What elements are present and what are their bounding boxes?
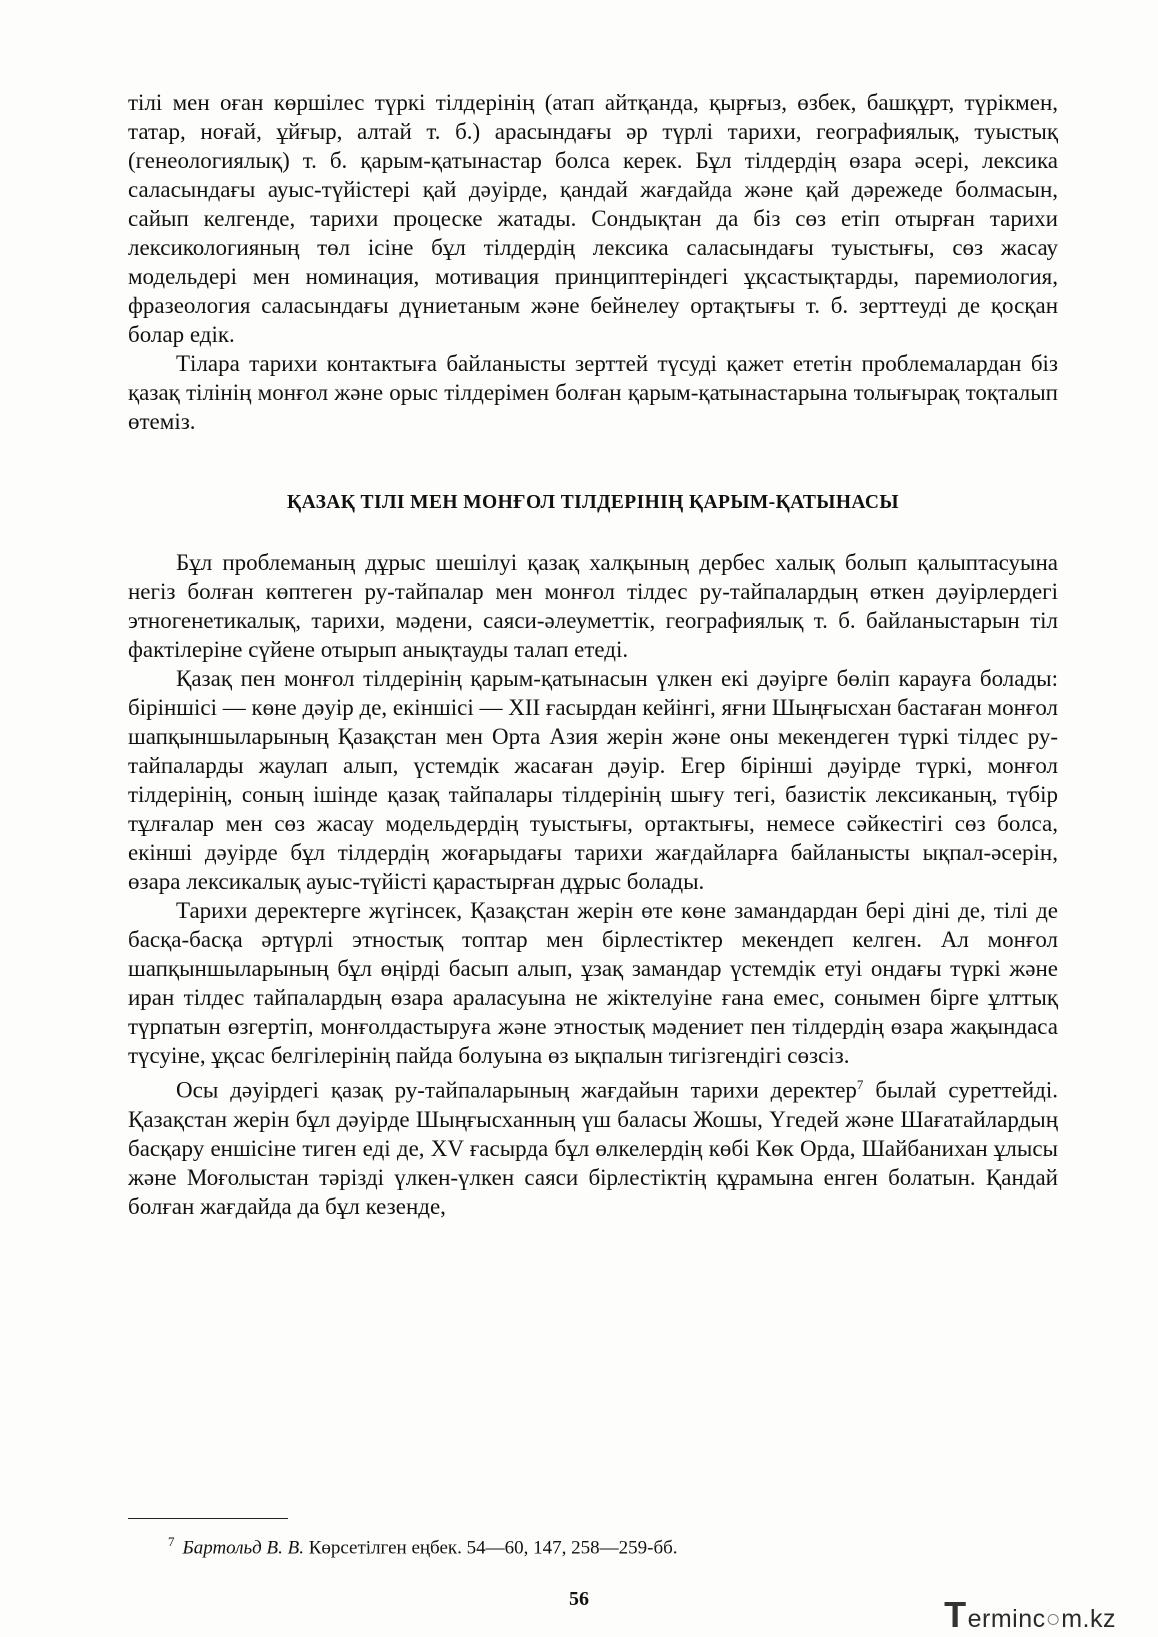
watermark-text-2: m.kz [1061, 1605, 1116, 1633]
paragraph-sources [128, 1070, 1058, 1221]
circle-icon: ○ [1045, 1605, 1062, 1633]
footnote-reference[interactable]: 7 [856, 1077, 864, 1092]
footnote-text: Көрсетілген еңбек. 54—60, 147, 258—259-бб. [303, 1537, 678, 1559]
footnote-author: Бартольд В. В. [182, 1537, 304, 1559]
paragraph-history: Тарихи деректерге жүгінсек, Қазақстан жерін өте көне замандардан бері діні де, тілі де басқа-басқа әртүрлі этностық топтар мен бірлестіктер мекендеп келген. Ал монғол шапқыншыларының бұл өңірді басып алып, ұзақ замандар үстемдік етуі ондағы түркі және иран тілдес тайпалардың өзара араласуына не жіктелуіне ғана емес, сонымен бірге ұлттық түрпатын өзгертіп, монғолдастыруға және этностық мәдениет пен тілдердің өзара жақындаса түсуіне, ұқсас белгілерінің пайда болуына өз ықпалын тигізгендігі сөзсіз. [128, 898, 1058, 1068]
watermark-logo [944, 1594, 1116, 1636]
section-heading: ҚАЗАҚ ТІЛІ МЕН МОНҒОЛ ТІЛДЕРІНІҢ ҚАРЫМ-ҚАТЫНАСЫ [287, 492, 899, 513]
footnote-mark: 7 [168, 1534, 175, 1549]
paragraph-sources-text-2: былай суреттейді. Қазақстан жерін бұл дәуірде Шыңғысханның үш баласы Жошы, Үгедей және Шағатайлардың басқару еншісіне тиген еді де, XV ғасырда бұл өлкелердің көбі Көк Орда, Шайбанихан ұлысы және Моғолыстан тәрізді үлкен-үлкен саяси бірлестіктің құрамына енген болатын. Қандай болған жағдайда да бұл кезенде, [128, 1077, 1058, 1219]
watermark-initial: T [944, 1594, 967, 1635]
paragraph-problem: Бұл проблеманың дұрыс шешілуі қазақ халқының дербес халық болып қалыптасуына негіз болған көптеген ру-тайпалар мен монғол тілдес ру-тайпалардың өткен дәуірлердегі этногенетикалық, тарихи, мәдени, саяси-әлеуметтік, географиялық т. б. байланыстарын тіл фактілеріне сүйене отырып анықтауды талап етеді. [128, 550, 1058, 662]
footnote [168, 1530, 1048, 1560]
page-body [128, 88, 1058, 1221]
paragraph-sources-text-1: Осы дәуірдегі қазақ ру-тайпаларының жағдайын тарихи деректер [176, 1077, 857, 1103]
paragraph-continued: тілі мен оған көршілес түркі тілдерінің (атап айтқанда, қырғыз, өзбек, башқұрт, түрікмен, татар, ноғай, ұйғыр, алтай т. б.) арасындағы әр түрлі тарихи, географиялық, туыстық (генеологиялық) т. б. қарым-қатынастар болса керек. Бұл тілдердің өзара әсері, лексика саласындағы ауыс-түйістері қай дәуірде, қандай жағдайда және қай дәрежеде болмасын, сайып келгенде, тарихи процеске жатады. Сондықтан да біз сөз етіп отырған тарихи лексикологияның төл ісіне бұл тілдердің лексика саласындағы туыстығы, сөз жасау модельдері мен номинация, мотивация принциптеріндегі ұқсастықтарды, паремиология, фразеология саласындағы дүниетаным және бейнелеу ортақтығы т. б. зерттеуді де қосқан болар едік. [128, 90, 1058, 347]
paragraph-contacts: Тілара тарихи контактыға байланысты зерттей түсуді қажет ететін проблемалардан біз қазақ тілінің монғол және орыс тілдерімен болған қарым-қатынастарына толығырақ тоқталып өтеміз. [128, 351, 1058, 434]
watermark-text-1: erminc [967, 1605, 1046, 1633]
page-number: 56 [569, 1588, 589, 1610]
paragraph-periods: Қазақ пен монғол тілдерінің қарым-қатынасын үлкен екі дәуірге бөліп карауға болады: біріншісі — көне дәуір де, екіншісі — XII ғасырдан кейінгі, яғни Шыңғысхан бастаған монғол шапқыншыларының Қазақстан мен Орта Азия жерін және оны мекендеген түркі тілдес ру-тайпаларды жаулап алып, үстемдік жасаған дәуір. Егер бірінші дәуірде түркі, монғол тілдерінің, соның ішінде қазақ тайпалары тілдерінің шығу тегі, базистік лексиканың, түбір тұлғалар мен сөз жасау модельдердің туыстығы, ортактығы, немесе сәйкестігі сөз болса, екінші дәуірде бұл тілдердің жоғарыдағы тарихи жағдайларға байланысты ықпал-әсерін, өзара лексикалық ауыс-түйісті қарастырған дұрыс болады. [128, 666, 1058, 894]
footnote-divider [128, 1518, 288, 1519]
